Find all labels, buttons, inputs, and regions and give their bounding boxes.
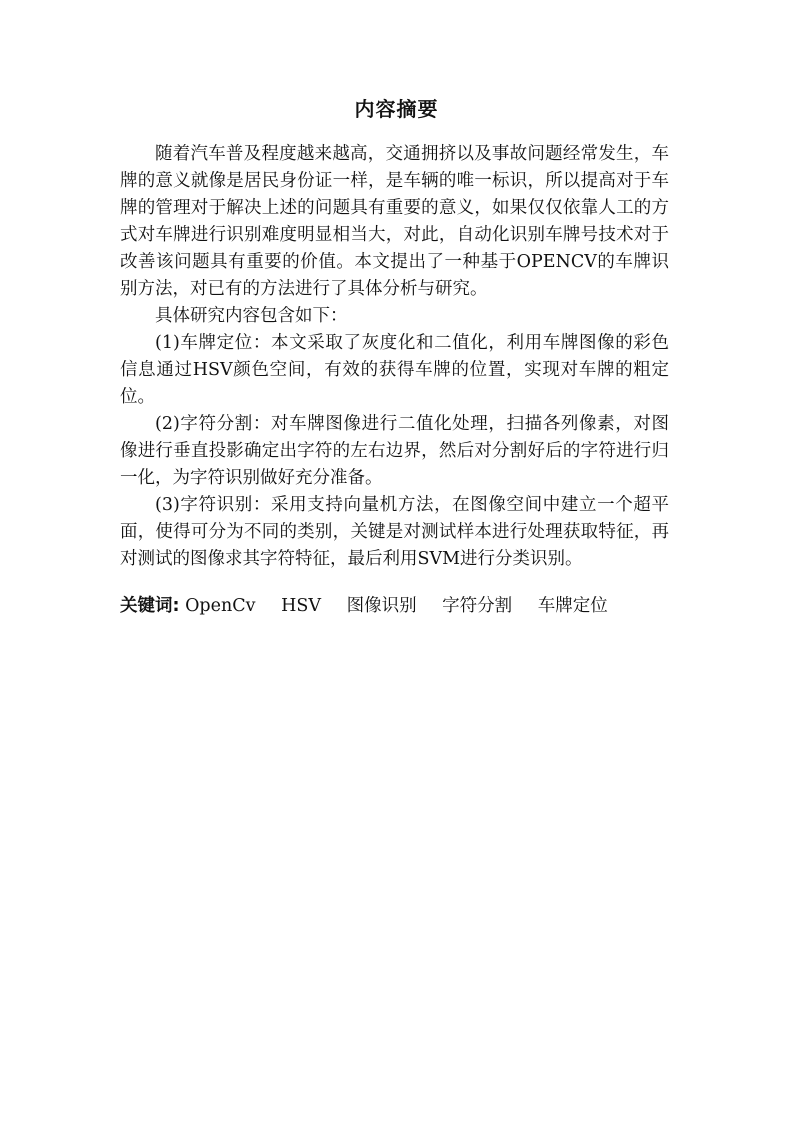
paragraph-plate-location: (1)车牌定位：本文采取了灰度化和二值化，利用车牌图像的彩色信息通过HSV颜色空间，有效的获得车牌的位置，实现对车牌的粗定位。: [120, 333, 669, 407]
keyword-plate-location: 车牌定位: [537, 596, 608, 616]
keyword-opencv: OpenCv: [185, 596, 256, 616]
paragraph-research-heading: 具体研究内容包含如下：: [155, 306, 348, 326]
abstract-body: [120, 141, 669, 573]
paragraph-character-segmentation: (2)字符分割：对车牌图像进行二值化处理，扫描各列像素，对图像进行垂直投影确定出字符的左右边界，然后对分割好后的字符进行归一化，为字符识别做好充分准备。: [120, 414, 669, 488]
paragraph-intro: 随着汽车普及程度越来越高，交通拥挤以及事故问题经常发生，车牌的意义就像是居民身份证一样，是车辆的唯一标识，所以提高对于车牌的管理对于解决上述的问题具有重要的意义，如果仅仅依靠人工的方式对车牌进行识别难度明显相当大，对此，自动化识别车牌号技术对于改善该问题具有重要的价值。本文提出了一种基于OPENCV的车牌识别方法，对已有的方法进行了具体分析与研究。: [120, 144, 669, 299]
keyword-character-segmentation: 字符分割: [442, 596, 513, 616]
keyword-image-recognition: 图像识别: [346, 596, 417, 616]
abstract-title: 内容摘要: [354, 97, 439, 121]
keywords-line: [120, 592, 680, 620]
paragraph-character-recognition: (3)字符识别：采用支持向量机方法，在图像空间中建立一个超平面，使得可分为不同的类别，关键是对测试样本进行处理获取特征，再对测试的图像求其字符特征，最后利用SVM进行分类识别。: [120, 495, 669, 569]
keywords-label: 关键词:: [120, 596, 180, 616]
keyword-hsv: HSV: [281, 596, 321, 616]
